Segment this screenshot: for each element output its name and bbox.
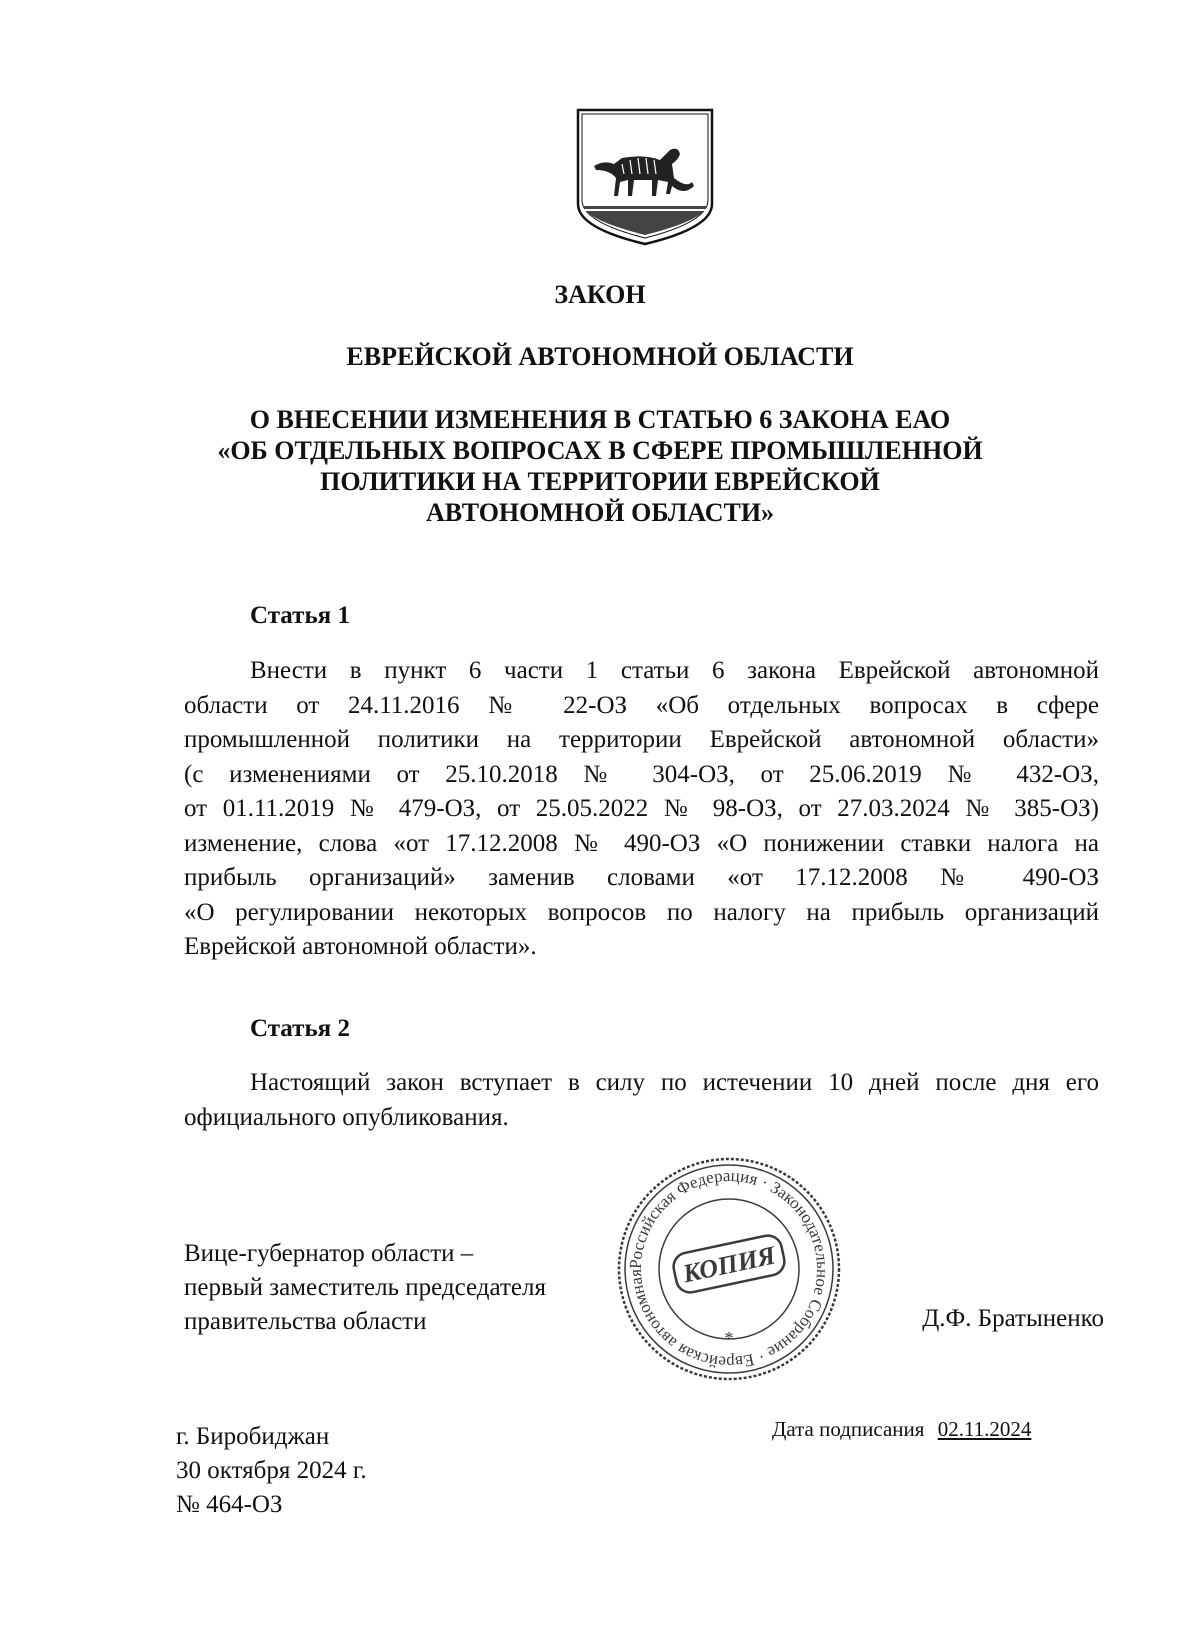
signer-position-line: Вице-губернатор области – [184, 1240, 474, 1267]
official-seal-stamp [612, 1152, 846, 1386]
subject-line: «ОБ ОТДЕЛЬНЫХ ВОПРОСАХ В СФЕРЕ ПРОМЫШЛЕННОЙ [217, 436, 983, 465]
seal-icon [612, 1152, 846, 1386]
signer-position-line: первый заместитель председателя [184, 1274, 546, 1301]
text-line: промышленной политики на территории Еврейской автономной области» [184, 726, 1099, 753]
subject-line: О ВНЕСЕНИИ ИЗМЕНЕНИЯ В СТАТЬЮ 6 ЗАКОНА ЕАО [249, 405, 951, 434]
adoption-place: г. Биробиджан [176, 1423, 330, 1450]
subject-line: АВТОНОМНОЙ ОБЛАСТИ» [425, 498, 775, 527]
article-1-heading: Статья 1 [250, 602, 350, 629]
seal-ring-text: Российская Федерация · Законодательное Собрание · Еврейская автономная [625, 1165, 833, 1373]
text-line: Внести в пункт 6 части 1 статьи 6 закона Еврейской автономной [250, 657, 1099, 684]
adoption-details [176, 1420, 367, 1522]
article-2-text [184, 1066, 1099, 1135]
article-2-heading: Статья 2 [250, 1015, 350, 1042]
text-line: официального опубликования. [184, 1103, 509, 1131]
text-line: Настоящий закон вступает в силу по истечении 10 дней после дня его [250, 1069, 1099, 1096]
text-line: (с изменениями от 25.10.2018 № 304-ОЗ, от 25.06.2019 № 432-ОЗ, [184, 760, 1099, 788]
svg-text:*: * [724, 1328, 734, 1348]
signer-name: Д.Ф. Братыненко [922, 1305, 1104, 1332]
signer-position-line: правительства области [184, 1308, 427, 1335]
coat-of-arms-emblem [574, 108, 716, 246]
text-line: от 01.11.2019 № 479-ОЗ, от 25.05.2022 № 98-ОЗ, от 27.03.2024 № 385-ОЗ) [184, 795, 1099, 822]
document-type-title: ЗАКОН [554, 280, 646, 309]
signing-date-value: 02.11.2024 [937, 1417, 1032, 1441]
article-1-text [184, 654, 1099, 965]
signing-date-block [772, 1417, 1031, 1442]
text-line: области от 24.11.2016 № 22-ОЗ «Об отдельных вопросах в сфере [184, 691, 1099, 719]
signer-position [184, 1237, 546, 1339]
tiger-coat-of-arms-icon [574, 108, 716, 246]
region-title: ЕВРЕЙСКОЙ АВТОНОМНОЙ ОБЛАСТИ [346, 342, 854, 371]
law-number: № 464-ОЗ [176, 1491, 283, 1518]
text-line: Еврейской автономной области». [184, 933, 537, 960]
text-line: изменение, слова «от 17.12.2008 № 490-ОЗ «О понижении ставки налога на [184, 829, 1099, 857]
law-subject-title [0, 404, 1200, 528]
text-line: «О регулировании некоторых вопросов по налогу на прибыль организаций [184, 898, 1099, 926]
subject-line: ПОЛИТИКИ НА ТЕРРИТОРИИ ЕВРЕЙСКОЙ [320, 467, 880, 496]
text-line: прибыль организаций» заменив словами «от 17.12.2008 № 490-ОЗ [184, 864, 1099, 891]
seal-center-text: КОПИЯ [680, 1240, 778, 1289]
adoption-date: 30 октября 2024 г. [176, 1457, 367, 1484]
signing-date-label: Дата подписания [772, 1417, 925, 1441]
